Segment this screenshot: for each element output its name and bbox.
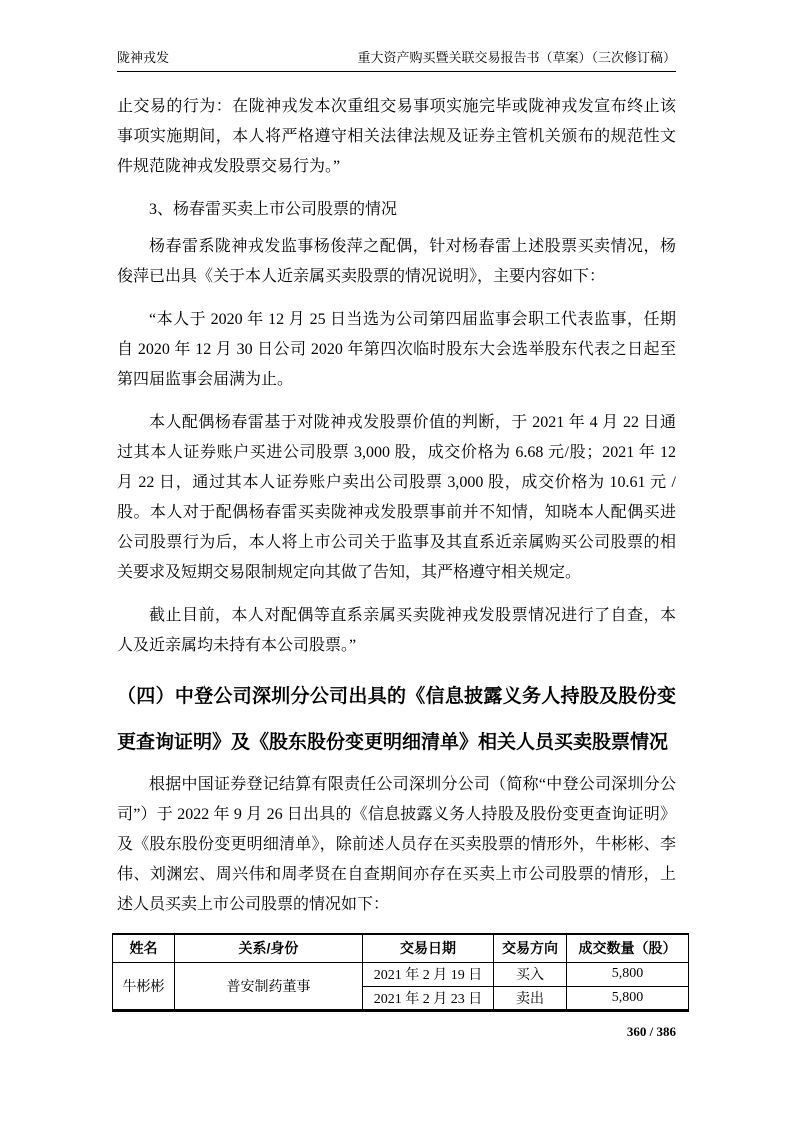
col-header-relation: 关系/身份 — [175, 934, 363, 962]
cell-trade-direction: 买入 — [494, 962, 567, 986]
paragraph-yang-intro: 杨春雷系陇神戎发监事杨俊萍之配偶，针对杨春雷上述股票买卖情况，杨俊萍已出具《关于本人近亲属买卖股票的情况说明》，主要内容如下： — [117, 238, 676, 285]
page-header — [117, 50, 676, 72]
cell-trade-date: 2021 年 2 月 19 日 — [363, 962, 494, 986]
cell-trade-date: 2021 年 2 月 23 日 — [363, 986, 494, 1010]
header-company-name: 陇神戎发 — [117, 50, 170, 65]
col-header-name: 姓名 — [113, 934, 175, 962]
cell-trade-direction: 卖出 — [494, 986, 567, 1010]
share-trading-table — [112, 933, 689, 1012]
cell-person-name: 牛彬彬 — [113, 962, 175, 1010]
cell-person-relation: 普安制药董事 — [175, 962, 363, 1010]
page-number: 360 / 386 — [626, 1024, 676, 1039]
heading-item-3: 3、杨春雷买卖上市公司股票的情况 — [149, 201, 398, 218]
col-header-trade-quantity: 成交数量（股） — [567, 934, 689, 962]
paragraph-quote-2: 本人配偶杨春雷基于对陇神戎发股票价值的判断，于 2021 年 4 月 22 日通过其本人证券账户买进公司股票 3,000 股，成交价格为 6.68 元/股；2021 年 12 月 22 日，通过其本人证券账户卖出公司股票 3,000 股，成交价格为 10.61 元 / 股。本人对于配偶杨春雷买卖陇神戎发股票事前并不知情，知晓本人配偶买进公司股票行为后，本人将上市公司关于监事及其直系近亲属购买公司股票的相关要求及短期交易限制规定向其做了告知，其严格遵守相关规定。 — [117, 414, 676, 581]
table-header-row — [113, 934, 689, 962]
heading-section-4: （四）中登公司深圳分公司出具的《信息披露义务人持股及股份变更查询证明》及《股东股份变更明细清单》相关人员买卖股票情况 — [117, 686, 676, 753]
cell-trade-quantity: 5,800 — [567, 962, 689, 986]
col-header-trade-date: 交易日期 — [363, 934, 494, 962]
document-body — [117, 92, 676, 1012]
col-header-trade-direction: 交易方向 — [494, 934, 567, 962]
cell-trade-quantity: 5,800 — [567, 986, 689, 1010]
table-row — [113, 962, 689, 986]
paragraph-quote-3: 截止目前，本人对配偶等直系亲属买卖陇神戎发股票情况进行了自查，本人及近亲属均未持有本公司股票。” — [117, 607, 676, 654]
paragraph-quote-1: “本人于 2020 年 12 月 25 日当选为公司第四届监事会职工代表监事，任期自 2020 年 12 月 30 日公司 2020 年第四次临时股东大会选举股东代表之日起至第四届监事会届满为止。 — [117, 311, 676, 388]
header-report-title: 重大资产购买暨关联交易报告书（草案）（三次修订稿） — [357, 50, 676, 65]
paragraph-continuation: 止交易的行为：在陇神戎发本次重组交易事项实施完毕或陇神戎发宣布终止该事项实施期间，本人将严格遵守相关法律法规及证券主管机关颁布的规范性文件规范陇神戎发股票交易行为。” — [117, 98, 676, 175]
paragraph-csdc: 根据中国证券登记结算有限责任公司深圳分公司（简称“中登公司深圳分公司”）于 2022 年 9 月 26 日出具的《信息披露义务人持股及股份变更查询证明》及《股东股份变更明细清单》，除前述人员存在买卖股票的情形外，牛彬彬、李伟、刘渊宏、周兴伟和周孝贤在自查期间亦存在买卖上市公司股票的情形，上述人员买卖上市公司股票的情况如下： — [117, 776, 676, 913]
